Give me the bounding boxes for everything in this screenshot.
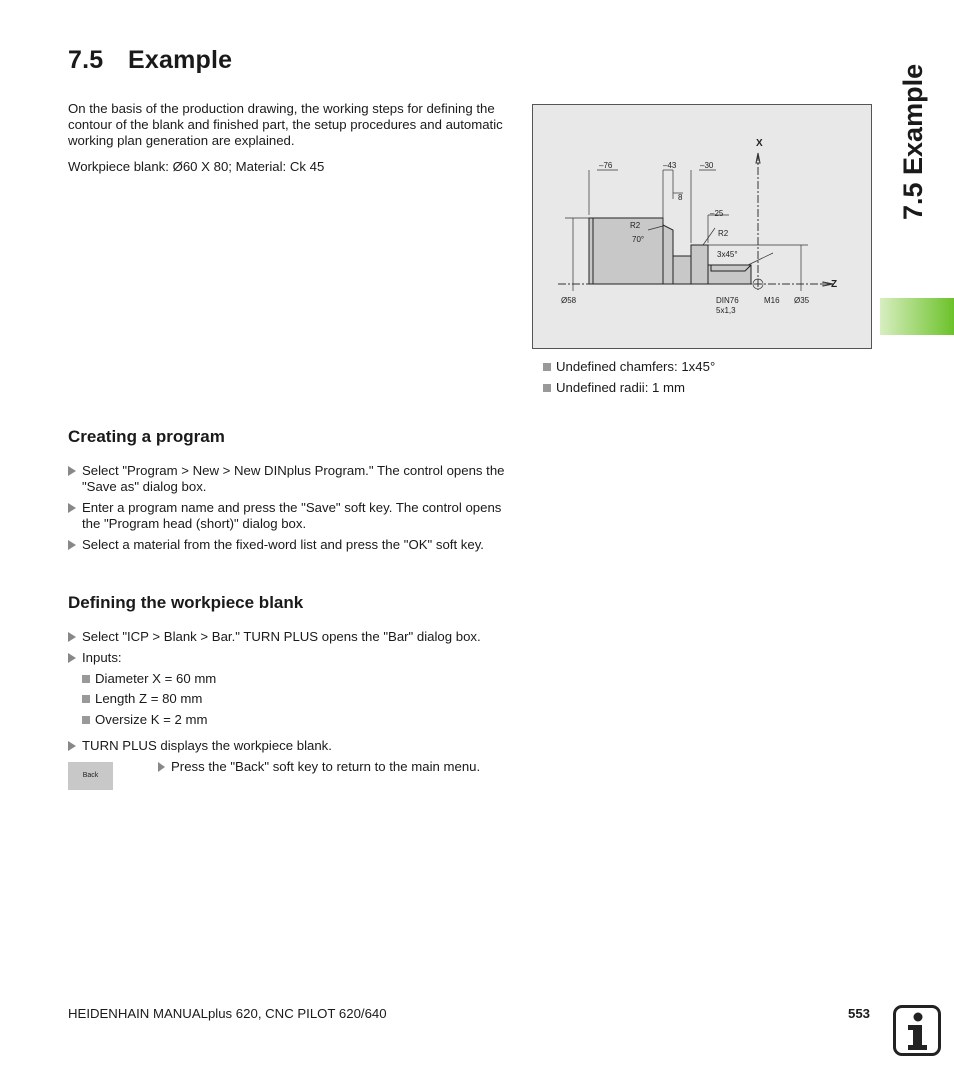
back-soft-key[interactable]: Back: [68, 762, 113, 790]
diameter-label: Ø35: [794, 296, 810, 305]
arrow-bullet-icon: [68, 632, 76, 642]
list-item: Select "ICP > Blank > Bar." TURN PLUS opens the "Bar" dialog box.: [68, 629, 518, 645]
list-item: Press the "Back" soft key to return to the main menu.: [158, 759, 528, 775]
list-item: Oversize K = 2 mm: [82, 712, 208, 728]
undercut-size-label: 5x1,3: [716, 306, 736, 315]
arrow-bullet-icon: [158, 762, 165, 772]
list-item: Diameter X = 60 mm: [82, 671, 216, 687]
dim-label: –43: [663, 161, 677, 170]
diameter-label: Ø58: [561, 296, 577, 305]
square-bullet-icon: [543, 363, 551, 371]
dim-label: –76: [599, 161, 613, 170]
list-item: Enter a program name and press the "Save" soft key. The control opens the "Program head (short)" dialog box.: [68, 500, 518, 532]
dim-label: 8: [678, 193, 683, 202]
note-text: Undefined radii: 1 mm: [556, 380, 686, 395]
page-title: [68, 46, 232, 75]
footer-text: HEIDENHAIN MANUALplus 620, CNC PILOT 620/640: [68, 1006, 387, 1021]
section-title: Example: [128, 46, 233, 74]
square-bullet-icon: [543, 384, 551, 392]
axis-z-label: Z: [831, 279, 838, 290]
list-item: Select a material from the fixed-word list and press the "OK" soft key.: [68, 537, 518, 553]
workpiece-blank-text: Workpiece blank: Ø60 X 80; Material: Ck 45: [68, 159, 325, 174]
chamfer-label: 3x45°: [717, 250, 738, 259]
side-chapter-title: 7.5 Example: [898, 63, 928, 220]
section-heading: Defining the workpiece blank: [68, 593, 304, 612]
list-item: [543, 359, 715, 375]
section-number: 7.5: [68, 46, 104, 74]
radius-label: R2: [630, 221, 641, 230]
intro-paragraph: On the basis of the production drawing, the working steps for defining the contour of the blank and finished part, the setup procedures and automatic working plan generation are explained.: [68, 101, 503, 148]
thread-label: M16: [764, 296, 780, 305]
undercut-label: DIN76: [716, 296, 739, 305]
axis-x-label: X: [756, 138, 763, 149]
square-bullet-icon: [82, 716, 90, 724]
list-item: Length Z = 80 mm: [82, 691, 202, 707]
list-item: TURN PLUS displays the workpiece blank.: [68, 738, 518, 754]
production-drawing: [532, 104, 872, 349]
info-icon: [893, 1005, 941, 1056]
list-item: Inputs:: [68, 650, 518, 666]
square-bullet-icon: [82, 675, 90, 683]
dim-label: –25: [710, 209, 724, 218]
arrow-bullet-icon: [68, 503, 76, 513]
arrow-bullet-icon: [68, 466, 76, 476]
section-heading: Creating a program: [68, 427, 225, 446]
arrow-bullet-icon: [68, 653, 76, 663]
page-number: 553: [848, 1006, 871, 1021]
note-text: Undefined chamfers: 1x45°: [556, 359, 716, 374]
square-bullet-icon: [82, 695, 90, 703]
list-item: [543, 380, 685, 396]
list-item: Select "Program > New > New DINplus Program." The control opens the "Save as" dialog box.: [68, 463, 518, 495]
arrow-bullet-icon: [68, 741, 76, 751]
dim-label: –30: [700, 161, 714, 170]
angle-label: 70°: [632, 235, 645, 244]
arrow-bullet-icon: [68, 540, 76, 550]
radius-label: R2: [718, 229, 729, 238]
chapter-tab: [880, 298, 954, 335]
